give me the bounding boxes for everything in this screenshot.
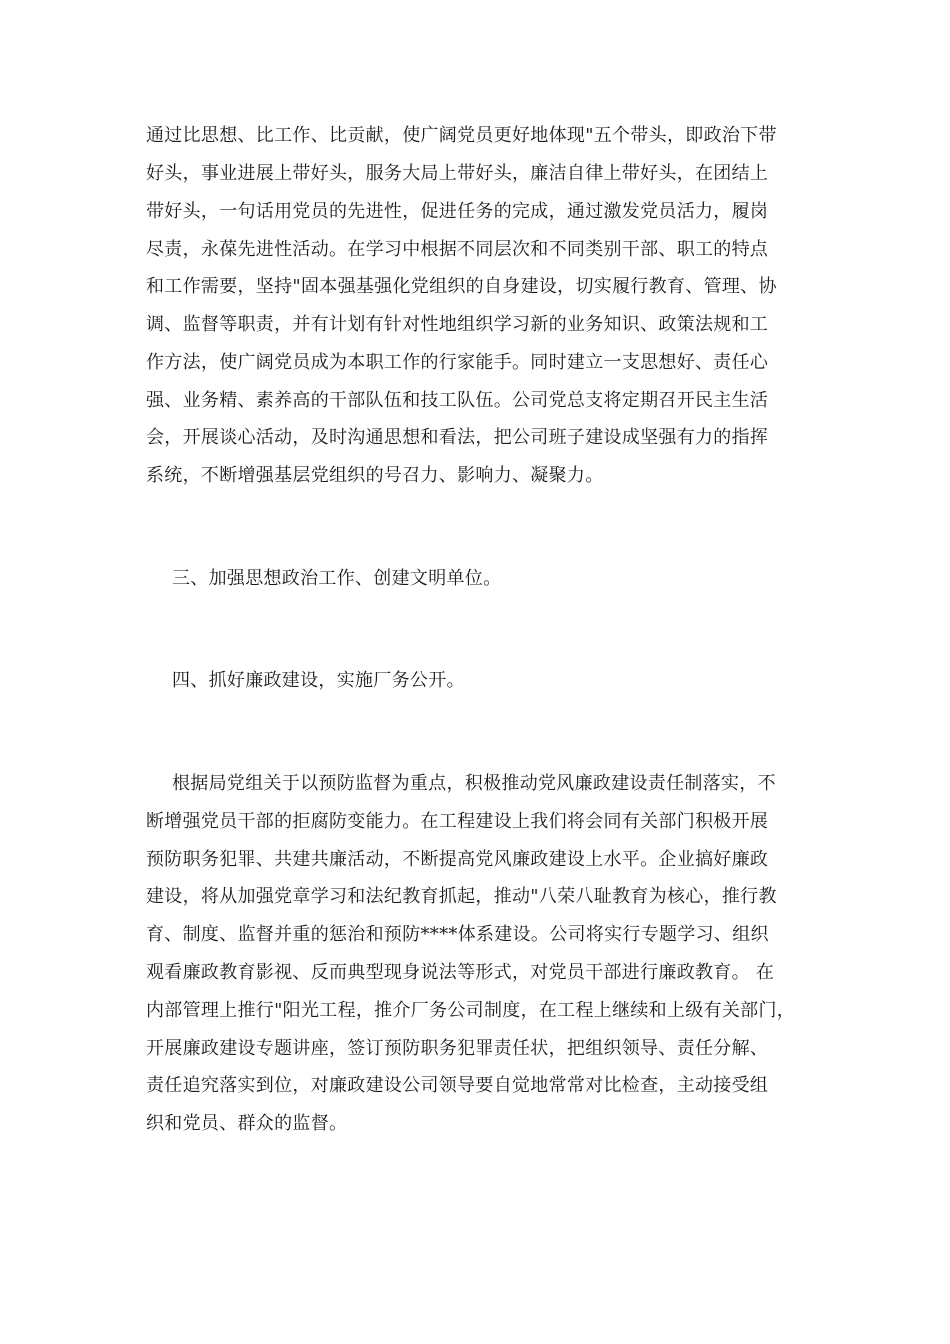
section-heading-3: 三、加强思想政治工作、创建文明单位。 — [172, 568, 502, 589]
paragraph-line: 好头，事业进展上带好头，服务大局上带好头，廉洁自律上带好头，在团结上 — [146, 163, 769, 184]
section-heading-4: 四、抓好廉政建设，实施厂务公开。 — [172, 670, 465, 691]
paragraph-line: 内部管理上推行"阳光工程，推介厂务公司制度，在工程上继续和上级有关部门， — [146, 1000, 796, 1021]
paragraph-line: 责任追究落实到位，对廉政建设公司领导要自觉地常常对比检查，主动接受组 — [146, 1075, 769, 1096]
paragraph-line: 会，开展谈心活动，及时沟通思想和看法，把公司班子建设成坚强有力的指挥 — [146, 427, 769, 448]
paragraph-line: 根据局党组关于以预防监督为重点，积极推动党风廉政建设责任制落实，不 — [172, 773, 776, 794]
paragraph-line: 强、业务精、素养高的干部队伍和技工队伍。公司党总支将定期召开民主生活 — [146, 390, 769, 411]
paragraph-line: 通过比思想、比工作、比贡献，使广阔党员更好地体现"五个带头，即政治下带 — [146, 125, 777, 146]
paragraph-line: 预防职务犯罪、共建共廉活动，不断提高党风廉政建设上水平。企业搞好廉政 — [146, 849, 769, 870]
paragraph-line: 断增强党员干部的拒腐防变能力。在工程建设上我们将会同有关部门积极开展 — [146, 811, 769, 832]
paragraph-line: 系统，不断增强基层党组织的号召力、影响力、凝聚力。 — [146, 465, 604, 486]
paragraph-line: 尽责，永葆先进性活动。在学习中根据不同层次和不同类别干部、职工的特点 — [146, 239, 769, 260]
paragraph-line: 织和党员、群众的监督。 — [146, 1113, 348, 1134]
paragraph-line: 和工作需要，坚持"固本强基强化党组织的自身建设，切实履行教育、管理、协 — [146, 276, 777, 297]
paragraph-line: 调、监督等职责，并有计划有针对性地组织学习新的业务知识、政策法规和工 — [146, 314, 769, 335]
paragraph-line: 开展廉政建设专题讲座，签订预防职务犯罪责任状，把组织领导、责任分解、 — [146, 1038, 769, 1059]
paragraph-line: 观看廉政教育影视、反而典型现身说法等形式，对党员干部进行廉政教育。 在 — [146, 962, 775, 983]
paragraph-line: 作方法，使广阔党员成为本职工作的行家能手。同时建立一支思想好、责任心 — [146, 352, 769, 373]
paragraph-line: 建设，将从加强党章学习和法纪教育抓起，推动"八荣八耻教育为核心，推行教 — [146, 886, 777, 907]
paragraph-line: 育、制度、监督并重的惩治和预防****体系建设。公司将实行专题学习、组织 — [146, 924, 769, 945]
paragraph-line: 带好头，一句话用党员的先进性，促进任务的完成，通过激发党员活力，履岗 — [146, 201, 769, 222]
